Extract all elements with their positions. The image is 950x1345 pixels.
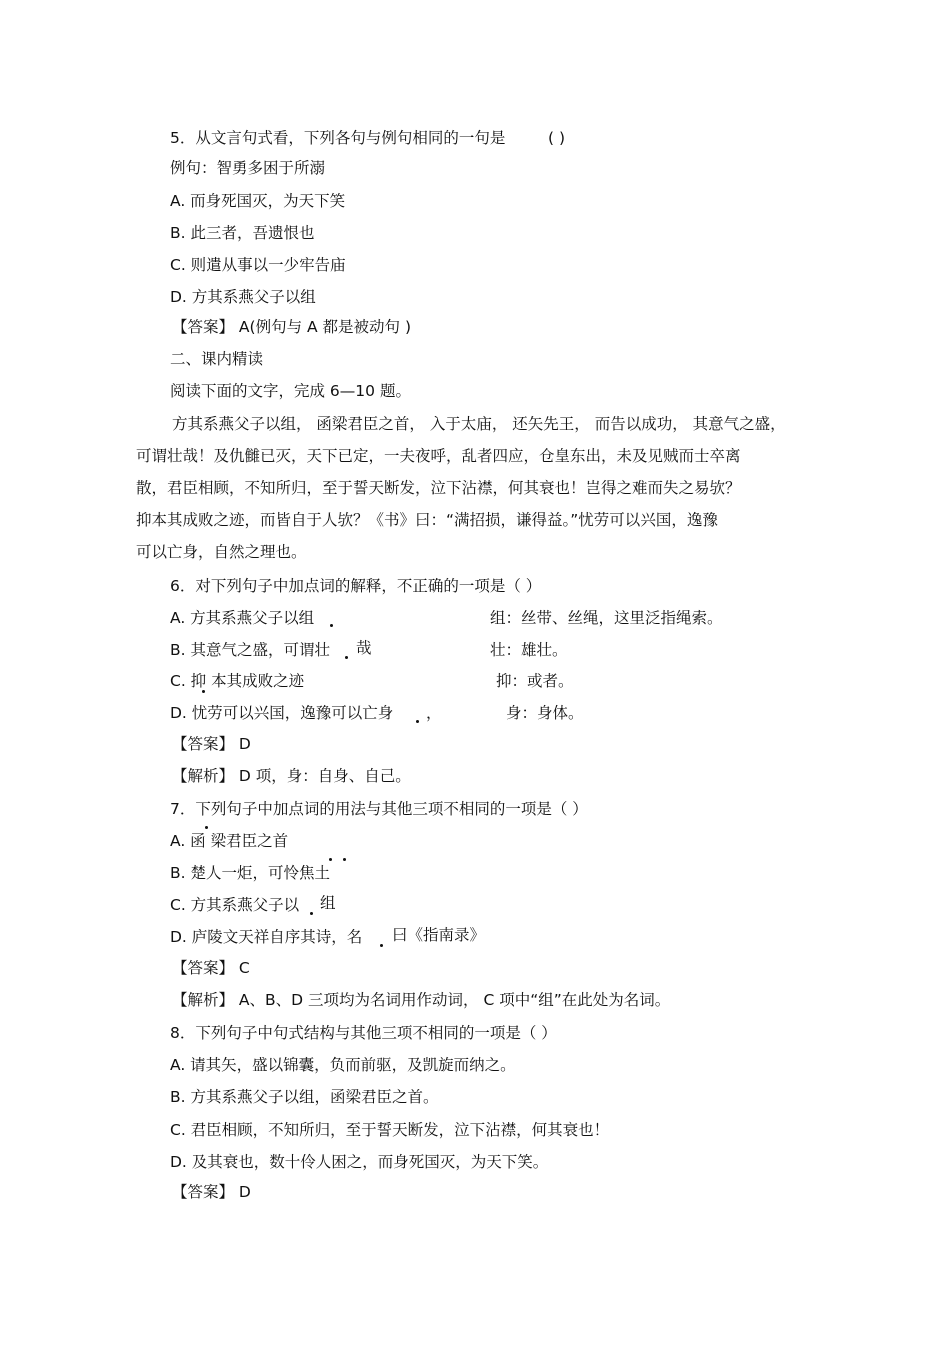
q7-option-c: C. 方其系燕父子以: [170, 896, 300, 914]
section-heading: 二、课内精读: [170, 350, 264, 368]
q8-option-a: A. 请其矢，盛以锦囊，负而前驱，及凯旋而纳之。: [170, 1056, 516, 1074]
q6-option-b-extra: 哉: [356, 639, 372, 657]
q7-analysis: 【解析】 A、B、D 三项均为名词用作动词， C 项中“组”在此处为名词。: [172, 991, 671, 1009]
q5-example: 例句：智勇多困于所溺: [170, 159, 326, 177]
q6-answer: 【答案】 D: [172, 735, 251, 753]
q8-option-b: B. 方其系燕父子以组，函梁君臣之首。: [170, 1088, 439, 1106]
q6-option-d: D. 忧劳可以兴国，逸豫可以亡身: [170, 704, 394, 722]
q5-option-b: B. 此三者，吾遗恨也: [170, 224, 315, 242]
passage-line: 抑本其成败之迹，而皆自于人欤？《书》曰：“满招损，谦得益。”忧劳可以兴国，逸豫: [136, 511, 718, 529]
q6-option-b: B. 其意气之盛，可谓壮: [170, 641, 330, 659]
q5-option-c: C. 则遣从事以一少牢告庙: [170, 256, 346, 274]
q6-option-a: A. 方其系燕父子以组: [170, 609, 315, 627]
q6-option-b-gloss: 壮：雄壮。: [490, 641, 568, 659]
q8-option-d: D. 及其衰也，数十伶人困之，而身死国灭，为天下笑。: [170, 1153, 549, 1171]
q7-option-d: D. 庐陵文天祥自序其诗，名: [170, 928, 363, 946]
q6-option-c: C. 抑 本其成败之迹: [170, 672, 305, 690]
passage-line: 可谓壮哉！及仇雠已灭，天下已定，一夫夜呼，乱者四应，仓皇东出，未及见贼而士卒离: [136, 447, 741, 465]
q5-stem: 5．从文言句式看，下列各句与例句相同的一句是: [170, 129, 506, 147]
q6-analysis: 【解析】 D 项，身：自身、自己。: [172, 767, 411, 785]
section-instruction: 阅读下面的文字，完成 6—10 题。: [170, 382, 411, 400]
q7-option-c-extra: 组: [320, 894, 336, 912]
emphasis-dot: [202, 690, 205, 693]
q6-option-a-gloss: 组：丝带、丝绳，这里泛指绳索。: [490, 609, 723, 627]
emphasis-dot: [380, 944, 383, 947]
q8-option-c: C. 君臣相顾，不知所归，至于誓天断发，泣下沾襟，何其衰也！: [170, 1121, 610, 1139]
q8-stem: 8．下列句子中句式结构与其他三项不相同的一项是（ ）: [170, 1024, 557, 1042]
q5-answer-paren: ( ): [548, 129, 566, 147]
passage-line: 可以亡身，自然之理也。: [136, 543, 307, 561]
q7-option-d-extra: 曰《指南录》: [392, 926, 486, 944]
emphasis-dot: [345, 656, 348, 659]
emphasis-dot: [310, 912, 313, 915]
q6-stem: 6．对下列句子中加点词的解释，不正确的一项是（ ）: [170, 577, 542, 595]
passage-line: 散，君臣相顾，不知所归，至于誓天断发，泣下沾襟，何其衰也！岂得之难而失之易欤？: [136, 479, 741, 497]
q5-option-d: D. 方其系燕父子以组: [170, 288, 316, 306]
q7-option-b: B. 楚人一炬，可怜焦土: [170, 864, 330, 882]
q8-answer: 【答案】 D: [172, 1183, 251, 1201]
emphasis-dot: [343, 858, 346, 861]
q7-stem: 7．下列句子中加点词的用法与其他三项不相同的一项是（ ）: [170, 800, 588, 818]
emphasis-dot: [416, 720, 419, 723]
q6-option-c-gloss: 抑：或者。: [496, 672, 574, 690]
emphasis-dot: [330, 624, 333, 627]
q6-option-d-extra: ，: [426, 704, 442, 722]
passage-line: 方其系燕父子以组， 函梁君臣之首， 入于太庙， 还矢先王， 而告以成功， 其意气之盛，: [172, 415, 786, 433]
emphasis-dot: [205, 826, 208, 829]
q5-answer: 【答案】 A(例句与 A 都是被动句 ): [172, 318, 412, 336]
q7-answer: 【答案】 C: [172, 959, 250, 977]
q5-option-a: A. 而身死国灭，为天下笑: [170, 192, 346, 210]
emphasis-dot: [329, 858, 332, 861]
q6-option-d-gloss: 身：身体。: [506, 704, 584, 722]
q7-option-a: A. 函 梁君臣之首: [170, 832, 289, 850]
